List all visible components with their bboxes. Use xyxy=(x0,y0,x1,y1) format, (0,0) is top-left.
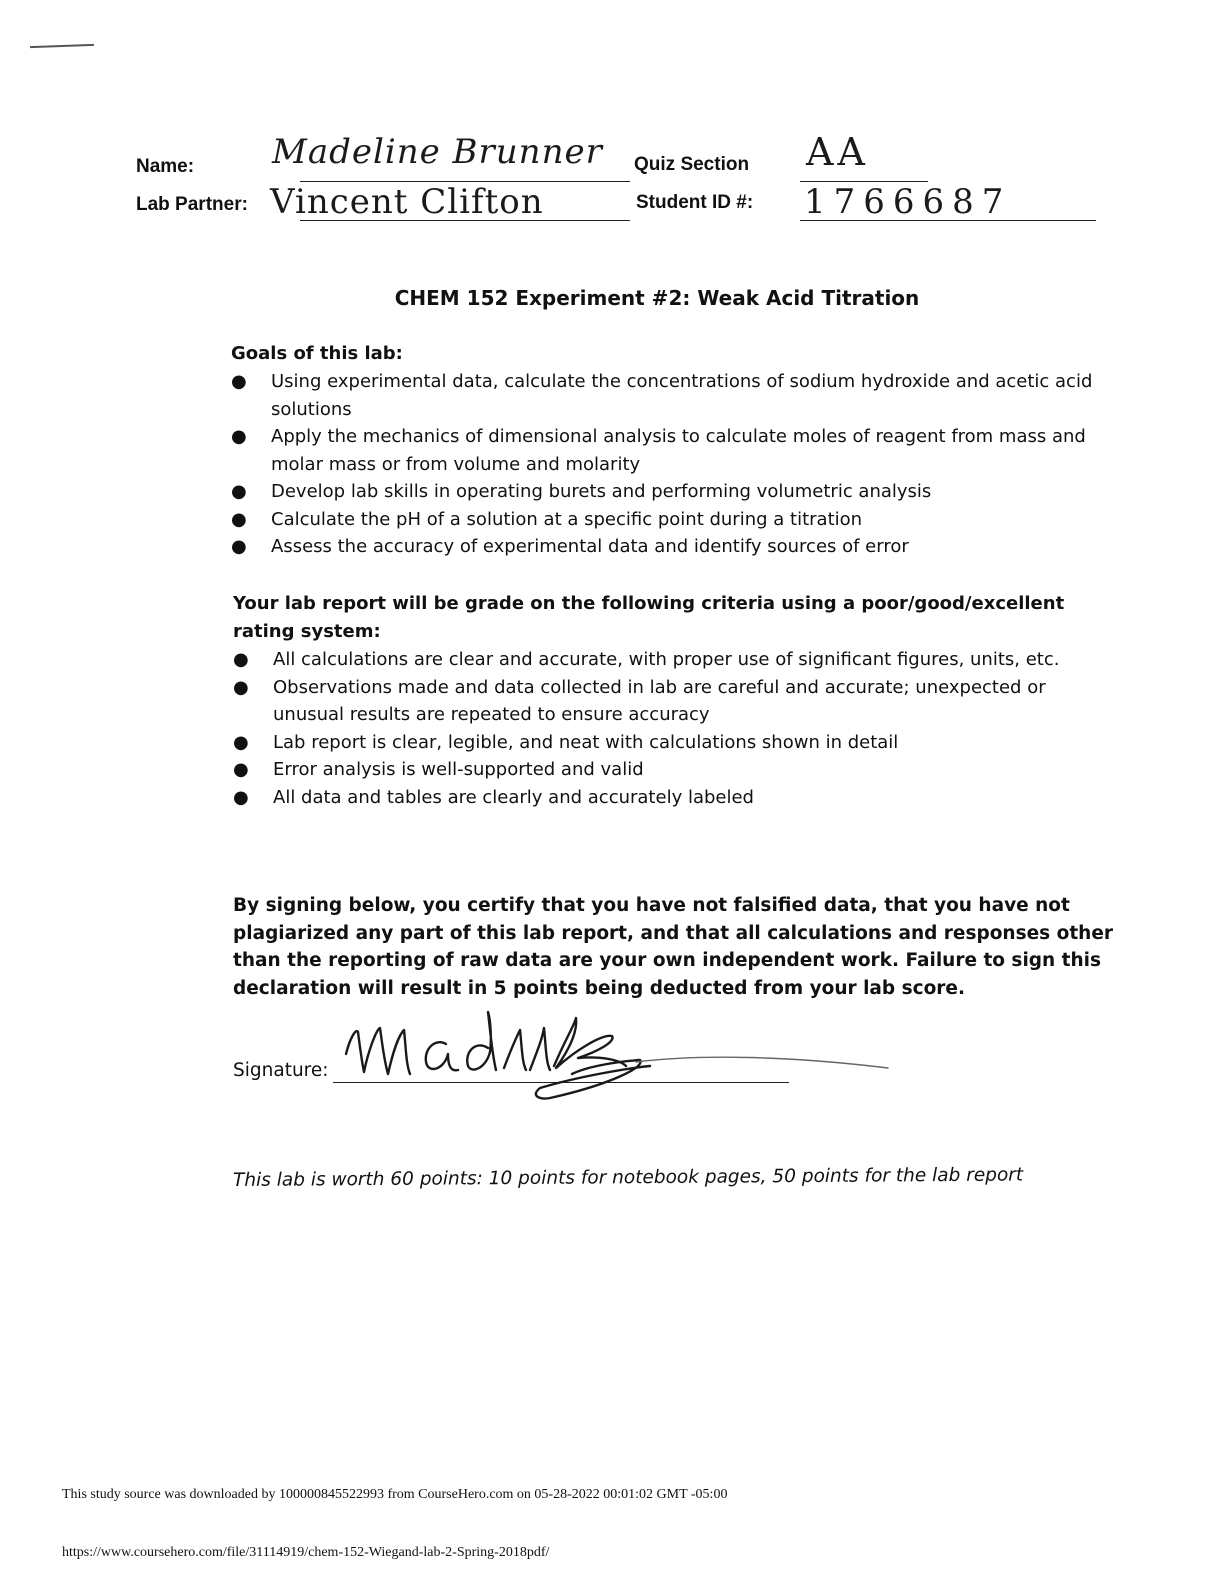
criteria-heading: Your lab report will be grade on the following criteria using a poor/good/excellent rating system: xyxy=(233,593,1065,642)
goals-list xyxy=(231,368,1111,561)
bullet-icon: ● xyxy=(233,786,249,808)
goal-item: ● Apply the mechanics of dimensional analysis to calculate moles of reagent from mass and molar mass or from volume and molarity xyxy=(231,423,1111,478)
student-id-value: 1766687 xyxy=(804,182,1012,222)
bullet-icon: ● xyxy=(231,426,247,447)
goals-section xyxy=(231,340,1111,561)
student-id-label: Student ID #: xyxy=(636,192,754,213)
points-note: This lab is worth 60 points: 10 points for notebook pages, 50 points for the lab report xyxy=(232,1164,1024,1191)
student-id-underline xyxy=(800,220,1096,221)
bullet-icon: ● xyxy=(233,676,249,698)
bullet-icon: ● xyxy=(231,508,247,530)
criteria-list xyxy=(233,646,1113,811)
lab-partner-underline xyxy=(300,220,630,221)
quiz-section-value: AA xyxy=(806,130,869,174)
criteria-item: ● Lab report is clear, legible, and neat with calculations shown in detail xyxy=(233,729,1113,757)
criteria-item: ● Observations made and data collected in lab are careful and accurate; unexpected or unusual results are repeated to ensure accuracy xyxy=(233,674,1113,729)
quiz-section-label: Quiz Section xyxy=(634,154,750,175)
name-label: Name: xyxy=(136,156,195,177)
bullet-icon: ● xyxy=(233,759,249,780)
criteria-item: ● All data and tables are clearly and accurately labeled xyxy=(233,784,1113,812)
goal-item: ● Assess the accuracy of experimental data and identify sources of error xyxy=(231,533,1111,561)
bullet-icon: ● xyxy=(233,731,249,753)
bullet-icon: ● xyxy=(233,649,249,670)
lab-partner-value: Vincent Clifton xyxy=(270,182,544,222)
scan-mark xyxy=(30,44,94,48)
bullet-icon: ● xyxy=(231,536,247,557)
goal-item: ● Develop lab skills in operating burets and performing volumetric analysis xyxy=(231,478,1111,506)
source-url[interactable]: https://www.coursehero.com/file/31114919/chem-152-Wiegand-lab-2-Spring-2018pdf/ xyxy=(62,1545,550,1560)
bullet-icon: ● xyxy=(231,371,247,392)
certification-statement: By signing below, you certify that you have not falsified data, that you have not plagiarized any part of this lab report, and that all calculations and responses other than the reporting of raw data are your own independent work. Failure to sign this declaration will result in 5 points being deducted from your lab score. xyxy=(233,895,1114,999)
lab-partner-label: Lab Partner: xyxy=(136,194,248,215)
bullet-icon: ● xyxy=(231,481,247,502)
goals-heading: Goals of this lab: xyxy=(231,343,403,364)
signature-label: Signature: xyxy=(233,1060,329,1081)
signature-image xyxy=(340,1008,900,1108)
name-value: Madeline Brunner xyxy=(272,132,603,172)
download-source-line: This study source was downloaded by 100000845522993 from CourseHero.com on 05-28-2022 00:01:02 GMT -05:00 xyxy=(62,1487,728,1502)
criteria-item: ● All calculations are clear and accurate, with proper use of significant figures, units, etc. xyxy=(233,646,1113,674)
goal-item: ● Using experimental data, calculate the concentrations of sodium hydroxide and acetic acid solutions xyxy=(231,368,1111,423)
page-title: CHEM 152 Experiment #2: Weak Acid Titration xyxy=(394,286,920,310)
goal-item: ● Calculate the pH of a solution at a specific point during a titration xyxy=(231,506,1111,534)
criteria-item: ● Error analysis is well-supported and valid xyxy=(233,756,1113,784)
criteria-section xyxy=(233,590,1113,811)
